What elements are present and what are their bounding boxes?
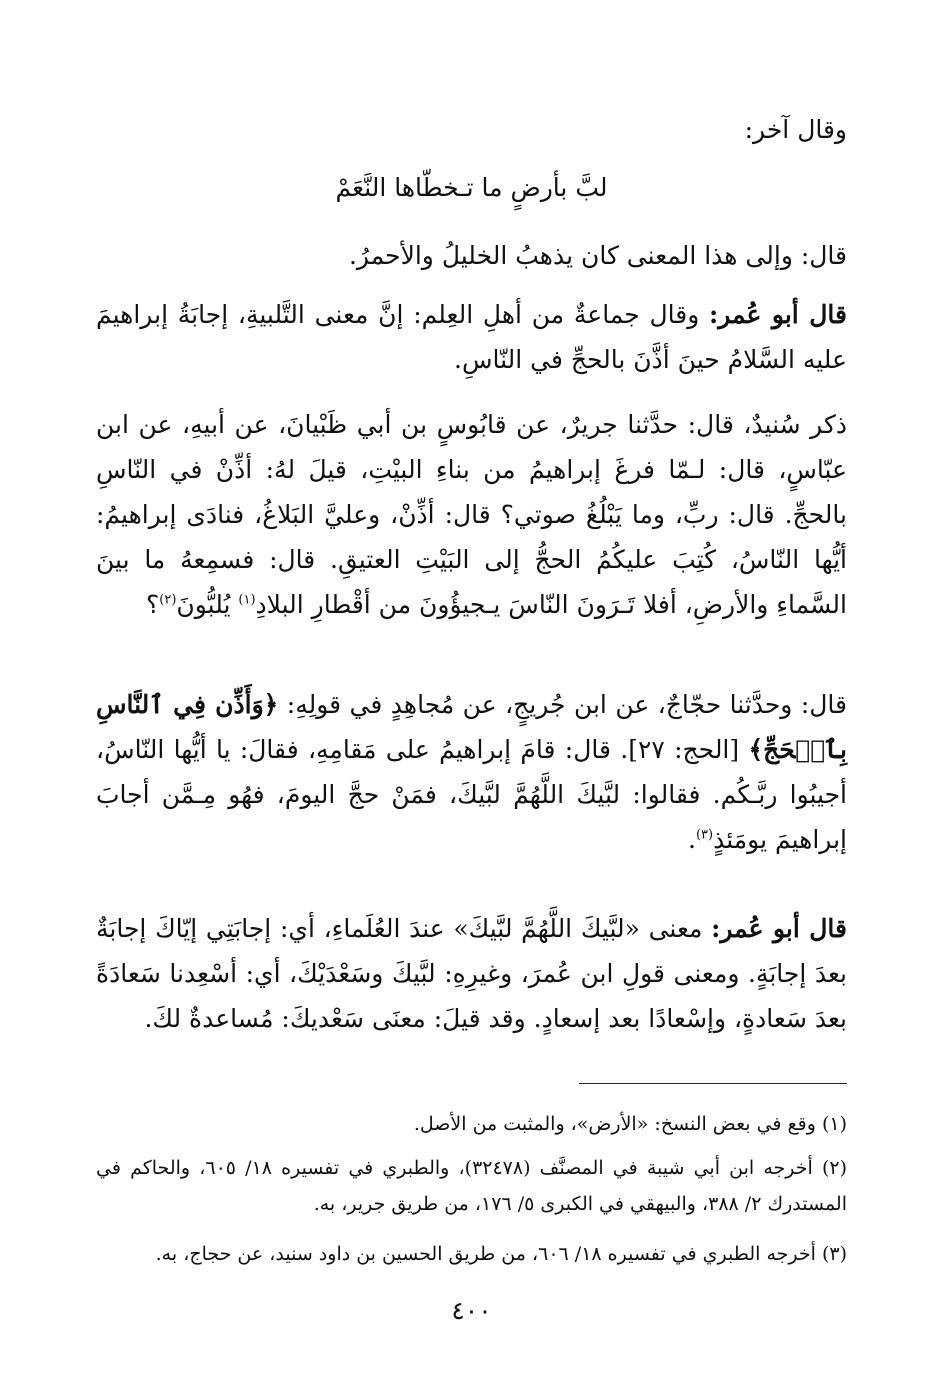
footnote-ref-1: (١)	[238, 592, 256, 608]
paragraph-labbayk-meaning	[96, 906, 847, 1041]
paragraph-end-mark: .	[688, 825, 696, 854]
footnote-3: (٣) أخرجه الطبري في تفسيره ١٨/ ٦٠٦، من طريق الحسين بن داود سنيد، عن حجاج، به.	[155, 1243, 847, 1265]
quran-verse: ﴿وَأَذِّن فِي ٱلنَّاسِ بِٱلۡحَجِّ﴾	[96, 690, 847, 764]
page-number: ٤٠٠	[451, 1296, 492, 1325]
footnote-2: (٢) أخرجه ابن أبي شيبة في المصنَّف (٣٢٤٧٨)، والطبري في تفسيره ١٨/ ٦٠٥، والحاكم في المستدرك ٢/ ٣٨٨، والبيهقي في الكبرى ٥/ ١٧٦، من طريق جرير، به.	[96, 1157, 847, 1215]
paragraph-text: وقال جماعةٌ من أهلِ العِلم: إنَّ معنى التَّلبيةِ، إجابَةُ إبراهيمَ عليه السَّلامُ حينَ أذَّنَ بالحجِّ في النّاسِ.	[96, 300, 847, 374]
footnote-ref-2: (٢)	[159, 592, 177, 608]
intro-line: وقال آخر:	[744, 115, 847, 144]
paragraph-text: قال: وحدَّثنا حجّاجٌ، عن ابن جُريجٍ، عن مُجاهِدٍ في قولِهِ:	[278, 690, 847, 719]
speaker-label: قال أبو عُمر:	[709, 300, 847, 329]
speaker-label: قال أبو عُمر:	[711, 914, 847, 943]
footnote-divider	[579, 1083, 847, 1084]
paragraph-khalil: قال: وإلى هذا المعنى كان يذهبُ الخليلُ والأحمرُ.	[348, 241, 847, 270]
paragraph-ibn-abbas-narration	[96, 402, 847, 627]
paragraph-text-continued: يُلبُّونَ	[176, 590, 239, 619]
paragraph-end-mark: ؟	[145, 590, 160, 619]
paragraph-text: ذكر سُنيدٌ، قال: حدَّثنا جريرٌ، عن قابُوسٍ بن أبي ظَبْيانَ، عن أبيهِ، عن ابن عبّاسٍ، قال: لـمّا فرغَ إبراهيمُ من بناءِ البيْتِ، قيلَ لهُ: أذِّنْ في النّاسِ بالحجِّ. قال: ربِّ، وما يَبْلُغُ صوتي؟ قال: أذِّنْ، وعليَّ البَلاغُ، فنادَى إبراهيمُ: أيُّها النّاسُ، كُتِبَ عليكُمُ الحجُّ إلى البَيْتِ العتيقِ. قال: فسمِعهُ ما بينَ السَّماءِ والأرضِ، أفلا تَـرَونَ النّاسَ يـجيؤُونَ من أقْطارِ البلادِ	[96, 410, 847, 619]
paragraph-text: معنى «لبَّيكَ اللَّهُمَّ لبَّيكَ» عندَ العُلَماءِ، أي: إجابَتِي إيّاكَ إجابَةٌ بعدَ إجابَةٍ. ومعنى قولِ ابن عُمرَ، وغيرِهِ: لبَّيكَ وسَعْدَيْكَ، أي: أسْعِدنا سَعادَةً بعدَ سَعادةٍ، وإسْعادًا بعد إسعادٍ. وقد قيلَ: معنَى سَعْديكَ: مُساعدةٌ لكَ.	[96, 914, 847, 1033]
paragraph-talbiya-meaning	[96, 292, 847, 382]
paragraph-text-continued: [الحج: ٢٧]. قال: قامَ إبراهيمُ على مَقامِهِ، فقالَ: يا أيُّها النّاسُ، أجيبُوا ربَّـكُم. فقالوا: لبَّيكَ اللَّهُمَّ لبَّيكَ، فمَنْ حجَّ اليومَ، فهُو مِـمَّن أجابَ إبراهيمَ يومَئذٍ	[96, 735, 847, 854]
poetry-verse: لبَّ بأرضٍ ما تـخطّاها النَّعَمْ	[335, 173, 608, 202]
footnote-ref-3: (٣)	[695, 827, 714, 843]
book-page	[96, 0, 847, 1375]
footnote-1: (١) وقع في بعض النسخ: «الأرض»، والمثبت من الأصل.	[413, 1113, 847, 1135]
paragraph-mujahid-narration	[96, 682, 847, 862]
